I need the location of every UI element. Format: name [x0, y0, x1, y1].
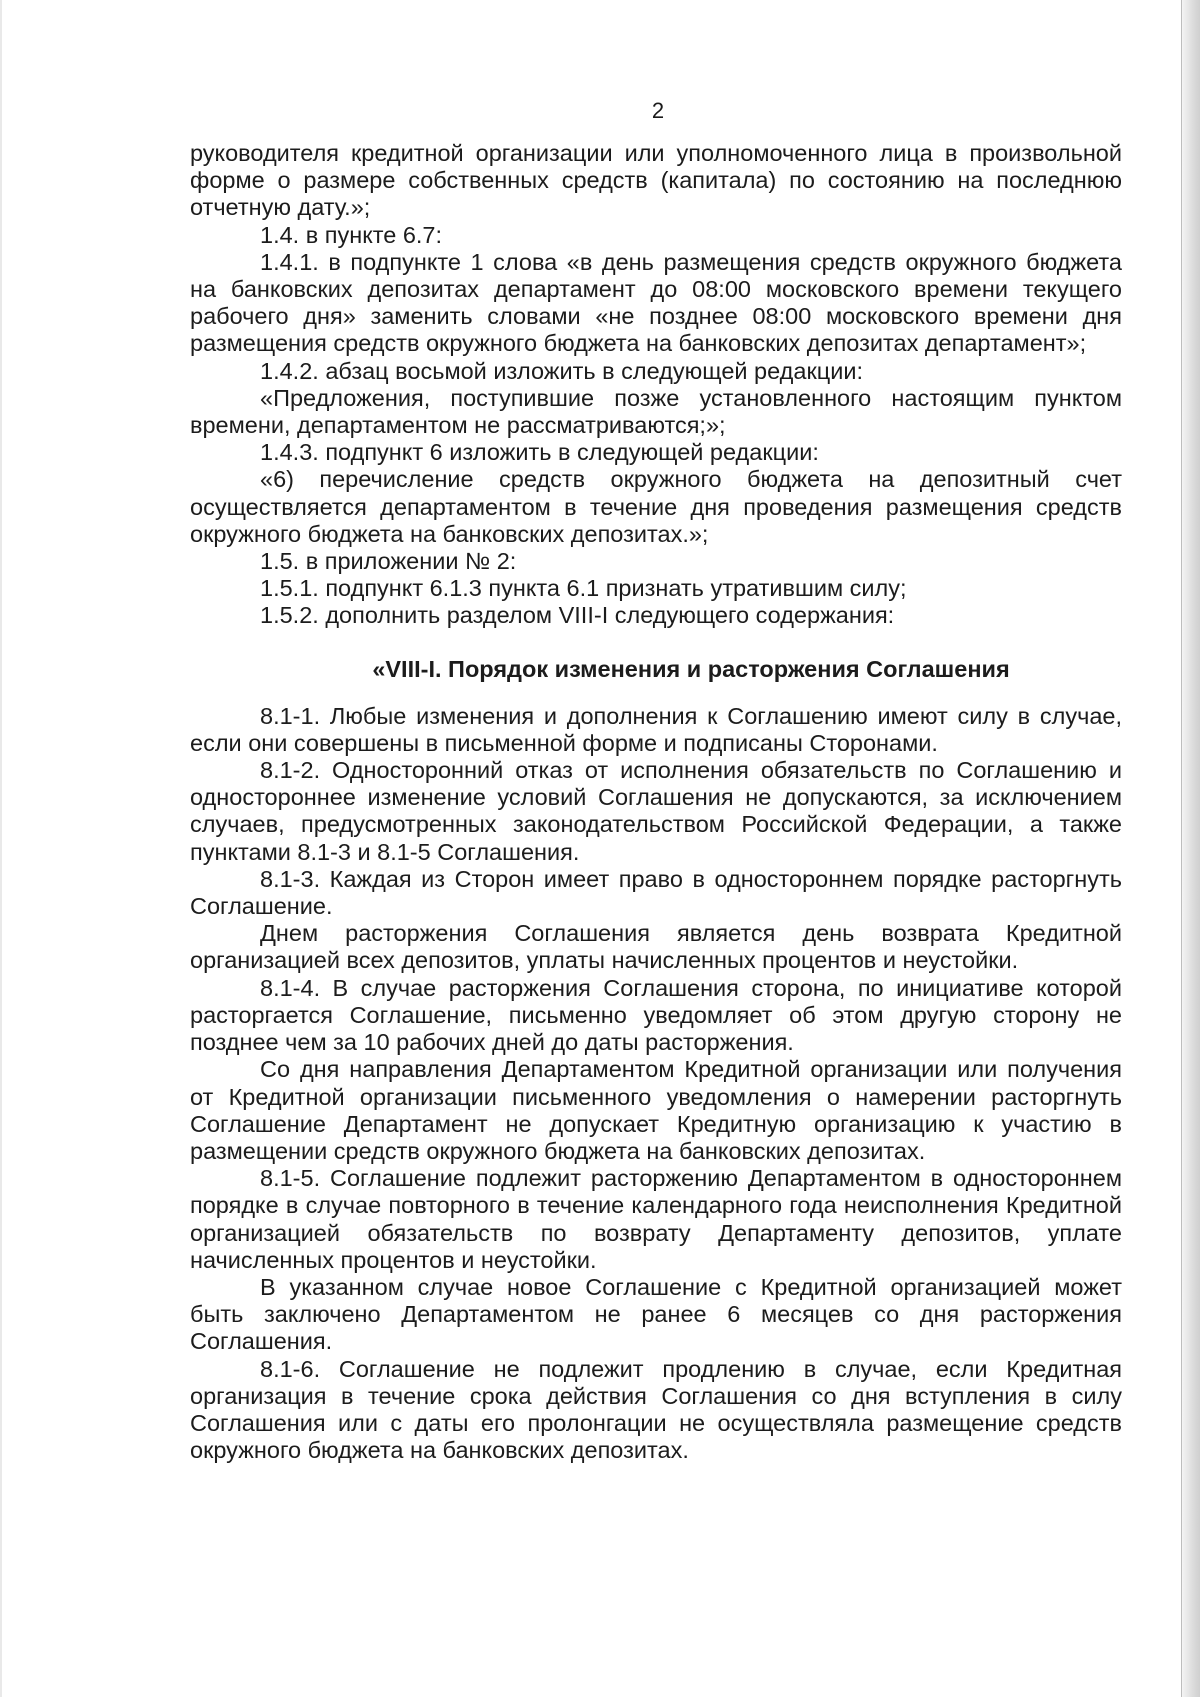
paragraph-8-1-4: 8.1-4. В случае расторжения Соглашения сторона, по инициативе которой расторгается Соглашение, письменно уведомляет об этом другую сторону не позднее чем за 10 рабочих дней до даты расторжения.	[190, 974, 1122, 1056]
paragraph-1-5: 1.5. в приложении № 2:	[260, 548, 517, 575]
paragraph-1-4-3-quote: «6) перечисление средств окружного бюджета на депозитный счет осуществляется департаментом в течение дня проведения размещения средств окружного бюджета на банковских депозитах.»;	[190, 466, 1122, 547]
page-number: 2	[651, 98, 665, 123]
paragraph-8-1-2: 8.1-2. Односторонний отказ от исполнения обязательств по Соглашению и одностороннее изменение условий Соглашения не допускаются, за исключением случаев, предусмотренных законодательством Российской Федерации, а также пунктами 8.1-3 и 8.1-5 Соглашения.	[190, 757, 1122, 865]
document-body	[190, 140, 1122, 1464]
paragraph-1-5-1: 1.5.1. подпункт 6.1.3 пункта 6.1 признать утратившим силу;	[260, 575, 907, 602]
paragraph-1-4-2-quote: «Предложения, поступившие позже установленного настоящим пунктом времени, департаментом не рассматриваются;»;	[190, 384, 1122, 439]
paragraph-8-1-4-b: Со дня направления Департаментом Кредитной организации или получения от Кредитной организации письменного уведомления о намерении расторгнуть Соглашение Департамент не допускает Кредитную организацию к участию в размещении средств окружного бюджета на банковских депозитах.	[190, 1056, 1122, 1164]
paragraph-1-4-1: 1.4.1. в подпункте 1 слова «в день размещения средств окружного бюджета на банковских депозитах департамент до 08:00 московского времени текущего рабочего дня» заменить словами «не позднее 08:00 московского времени дня размещения средств окружного бюджета на банковских депозитах департамент»;	[190, 248, 1122, 357]
paragraph-8-1-5: 8.1-5. Соглашение подлежит расторжению Департаментом в одностороннем порядке в случае повторного в течение календарного года неисполнения Кредитной организацией обязательств по возврату Департаменту депозитов, уплате начисленных процентов и неустойки.	[190, 1165, 1122, 1273]
paragraph-8-1-1: 8.1-1. Любые изменения и дополнения к Соглашению имеют силу в случае, если они совершены в письменной форме и подписаны Сторонами.	[190, 702, 1122, 756]
paragraph-continuation: руководителя кредитной организации или уполномоченного лица в произвольной форме о размере собственных средств (капитала) по состоянию на последнюю отчетную дату.»;	[190, 140, 1122, 221]
paragraph-1-5-2: 1.5.2. дополнить разделом VIII-I следующего содержания:	[260, 602, 895, 629]
paragraph-8-1-5-b: В указанном случае новое Соглашение с Кредитной организацией может быть заключено Департаментом не ранее 6 месяцев со дня расторжения Соглашения.	[190, 1273, 1122, 1355]
section-heading: «VIII-I. Порядок изменения и расторжения Соглашения	[372, 655, 1010, 682]
paragraph-1-4-2: 1.4.2. абзац восьмой изложить в следующей редакции:	[260, 357, 863, 384]
paragraph-8-1-3: 8.1-3. Каждая из Сторон имеет право в одностороннем порядке расторгнуть Соглашение.	[190, 865, 1122, 920]
page-right-edge	[1181, 0, 1200, 1697]
paragraph-1-4-3: 1.4.3. подпункт 6 изложить в следующей редакции:	[260, 439, 819, 466]
page-left-edge	[0, 0, 2, 1697]
paragraph-8-1-3-b: Днем расторжения Соглашения является день возврата Кредитной организацией всех депозитов, уплаты начисленных процентов и неустойки.	[190, 920, 1122, 974]
paragraph-1-4: 1.4. в пункте 6.7:	[260, 221, 443, 248]
paragraph-8-1-6: 8.1-6. Соглашение не подлежит продлению в случае, если Кредитная организация в течение срока действия Соглашения со дня вступления в силу Соглашения или с даты его пролонгации не осуществляла размещение средств окружного бюджета на банковских депозитах.	[190, 1355, 1122, 1464]
